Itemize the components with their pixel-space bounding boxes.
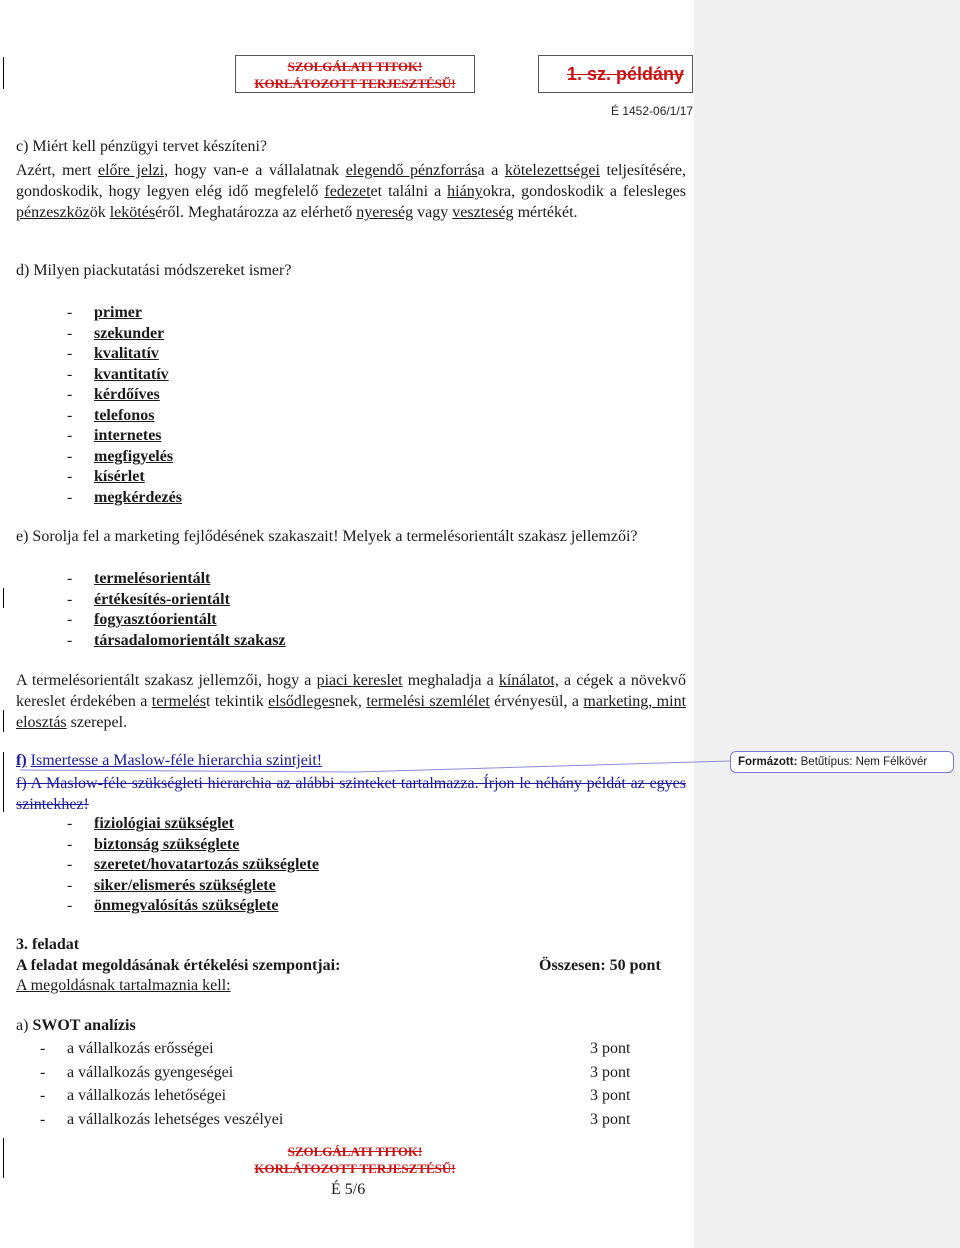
- answer-e-segment: t tekintik: [206, 693, 269, 710]
- deleted-text: f) A Maslow-féle szükségleti hierarchia az alábbi szinteket tartalmazza. Írjon le néhány példát az egyes szintekhez!: [16, 775, 686, 813]
- method-item-label: primer: [94, 304, 142, 321]
- list-dash: -: [40, 1110, 46, 1128]
- answer-c-segment: veszteség: [452, 204, 514, 221]
- list-dash: -: [67, 570, 73, 587]
- answer-e-segment: a cégek a növekvő kereslet érdekében a: [16, 672, 687, 710]
- change-bar: [3, 752, 4, 812]
- answer-c-segment: hiány: [447, 183, 483, 200]
- stage-item-label: értékesítés-orientált: [94, 590, 230, 608]
- list-dash: -: [67, 631, 73, 649]
- maslow-level-item-label: fiziológiai szükséglet: [94, 815, 234, 832]
- list-dash: -: [67, 835, 73, 853]
- stage-item-label: társadalomorientált szakasz: [94, 631, 286, 649]
- method-item: [67, 488, 182, 508]
- secret-line-2: KORLÁTOZOTT TERJESZTÉSŰ!: [254, 76, 456, 91]
- list-dash: -: [67, 876, 73, 894]
- list-dash: -: [67, 324, 73, 342]
- list-dash: -: [67, 427, 73, 444]
- maslow-level-item: [67, 814, 234, 834]
- answer-e-segment: nek,: [334, 693, 367, 710]
- swot-row-points: 3 pont: [590, 1040, 631, 1057]
- question-f-inserted: [16, 752, 322, 770]
- answer-e-segment: termelési szemlélet: [366, 693, 490, 710]
- swot-row-points: 3 pont: [590, 1087, 631, 1104]
- maslow-level-item: [67, 855, 319, 875]
- answer-e-segment: termelés: [151, 693, 206, 710]
- method-item: [67, 344, 159, 364]
- swot-row: [40, 1110, 283, 1130]
- maslow-level-item-label: siker/elismerés szükséglete: [94, 876, 276, 894]
- method-item: [67, 406, 154, 426]
- list-dash: -: [67, 590, 73, 608]
- change-bar: [3, 588, 4, 608]
- maslow-level-item-label: önmegvalósítás szükséglete: [94, 897, 279, 914]
- document-id: É 1452-06/1/17: [611, 104, 694, 118]
- list-dash: -: [67, 488, 73, 506]
- list-dash: -: [40, 1040, 46, 1057]
- footer-secret-line-2: KORLÁTOZOTT TERJESZTÉSŰ!: [254, 1161, 456, 1176]
- swot-row-label: a vállalkozás lehetőségei: [67, 1087, 227, 1104]
- answer-c-segment: teljesítésére, gondoskodik, hogy legyen elég idő megfelelő: [16, 162, 686, 200]
- maslow-level-item-label: biztonság szükséglete: [94, 835, 240, 853]
- task-criteria: A feladat megoldásának értékelési szempontjai:: [16, 957, 341, 974]
- change-bar: [3, 57, 4, 89]
- comment-text: Betűtípus: Nem Félkövér: [800, 756, 928, 768]
- method-item-label: telefonos: [94, 406, 155, 424]
- answer-c-segment: Azért, mert: [16, 162, 98, 179]
- stage-item: [67, 590, 230, 610]
- answer-e-segment: szerepel.: [66, 714, 128, 731]
- stage-item: [67, 569, 210, 589]
- swot-title: SWOT analízis: [32, 1017, 136, 1034]
- method-item-label: kvalitatív: [94, 345, 159, 362]
- swot-row: [40, 1039, 214, 1059]
- answer-c-segment: lekötés: [109, 204, 156, 221]
- footer-stamp: [235, 1143, 475, 1177]
- stage-item: [67, 631, 286, 651]
- method-item-label: megfigyelés: [94, 447, 174, 465]
- list-dash: -: [67, 815, 73, 832]
- answer-e-segment: érvényesül, a: [489, 693, 584, 710]
- task-total: Összesen: 50 pont: [539, 957, 661, 974]
- method-item-label: megkérdezés: [94, 488, 182, 506]
- answer-c-segment: mértékét.: [513, 204, 578, 221]
- method-item-label: kísérlet: [94, 468, 145, 485]
- method-item: [67, 324, 164, 344]
- answer-e-segment: piaci kereslet: [316, 672, 403, 689]
- question-d: d) Milyen piackutatási módszereket ismer?: [16, 262, 292, 279]
- list-dash: -: [67, 406, 73, 424]
- method-item: [67, 426, 162, 446]
- footer-secret-line-1: SZOLGÁLATI TITOK!: [287, 1144, 423, 1159]
- answer-c-segment: ök: [89, 204, 110, 221]
- copy-number-box: [538, 55, 693, 93]
- swot-row-label: a vállalkozás lehetséges veszélyei: [67, 1110, 284, 1128]
- change-bar: [3, 1138, 4, 1178]
- maslow-level-item: [67, 876, 276, 896]
- list-dash: -: [67, 468, 73, 485]
- answer-c-segment: a a: [477, 162, 505, 179]
- swot-row: [40, 1086, 226, 1106]
- question-f-deleted: [16, 773, 686, 815]
- task-title: 3. feladat: [16, 936, 80, 953]
- swot-row-points: 3 pont: [590, 1110, 631, 1128]
- answer-c-segment: előre jelzi: [97, 162, 165, 179]
- swot-row: [40, 1063, 233, 1083]
- stage-item-label: termelésorientált: [94, 570, 211, 587]
- answer-c-segment: elegendő pénzforrás: [345, 162, 478, 179]
- answer-c-segment: fedezet: [324, 183, 371, 200]
- answer-e-segment: marketing, mint elosztás: [16, 693, 687, 731]
- answer-c: [16, 160, 686, 223]
- list-dash: -: [67, 365, 73, 383]
- list-dash: -: [67, 856, 73, 873]
- question-c: c) Miért kell pénzügyi tervet készíteni?: [16, 138, 268, 155]
- confidential-stamp: [235, 55, 475, 93]
- swot-row-label: a vállalkozás gyengeségei: [67, 1063, 234, 1081]
- method-item-label: kérdőíves: [94, 386, 160, 403]
- comment-margin: [694, 0, 960, 1248]
- method-item-label: szekunder: [94, 324, 165, 342]
- answer-c-segment: éről. Meghatározza az elérhető: [155, 204, 357, 221]
- method-item: [67, 447, 173, 467]
- swot-prefix: a): [16, 1017, 33, 1034]
- task-must-contain: A megoldásnak tartalmaznia kell:: [16, 977, 231, 994]
- answer-e-segment: kínálatot,: [498, 672, 559, 689]
- swot-heading: [16, 1017, 136, 1035]
- answer-e: [16, 670, 686, 733]
- question-f-prefix: f): [16, 752, 27, 769]
- list-dash: -: [67, 897, 73, 914]
- answer-e-segment: A termelésorientált szakasz jellemzői, hogy a: [16, 672, 317, 689]
- method-item: [67, 385, 160, 405]
- stage-item: [67, 610, 217, 630]
- question-f-text: Ismertesse a Maslow-féle hierarchia szintjeit!: [30, 752, 323, 769]
- list-dash: -: [40, 1063, 46, 1081]
- secret-line-1: SZOLGÁLATI TITOK!: [287, 59, 423, 74]
- list-dash: -: [67, 304, 73, 321]
- page-number: É 5/6: [331, 1181, 366, 1198]
- answer-c-segment: pénzeszköz: [16, 204, 90, 221]
- answer-c-segment: nyereség: [356, 204, 414, 221]
- format-comment-balloon[interactable]: [730, 751, 954, 773]
- list-dash: -: [67, 386, 73, 403]
- answer-c-segment: vagy: [413, 204, 453, 221]
- list-dash: -: [67, 611, 73, 628]
- answer-e-segment: elsődleges: [268, 693, 335, 710]
- method-item: [67, 303, 142, 323]
- maslow-level-item: [67, 835, 239, 855]
- method-item-label: kvantitatív: [94, 365, 169, 383]
- maslow-level-item-label: szeretet/hovatartozás szükséglete: [94, 856, 319, 873]
- copy-number: 1. sz. példány: [567, 64, 685, 84]
- answer-c-segment: et találni a: [370, 183, 448, 200]
- method-item: [67, 467, 145, 487]
- question-e: e) Sorolja fel a marketing fejlődésének szakaszait! Melyek a termelésorientált szakasz jellemzői?: [16, 528, 638, 545]
- stage-item-label: fogyasztóorientált: [94, 611, 217, 628]
- list-dash: -: [67, 447, 73, 465]
- list-dash: -: [40, 1087, 46, 1104]
- maslow-level-item: [67, 896, 278, 916]
- answer-c-segment: okra, gondoskodik a felesleges: [482, 183, 686, 200]
- method-item: [67, 365, 169, 385]
- answer-e-segment: meghaladja a: [402, 672, 499, 689]
- swot-row-points: 3 pont: [590, 1063, 631, 1081]
- answer-c-segment: , hogy van-e a vállalatnak: [164, 162, 346, 179]
- list-dash: -: [67, 345, 73, 362]
- change-bar: [3, 710, 4, 732]
- method-item-label: internetes: [94, 427, 162, 444]
- swot-row-label: a vállalkozás erősségei: [67, 1040, 214, 1057]
- comment-label: Formázott:: [738, 756, 798, 768]
- answer-c-segment: kötelezettségei: [504, 162, 600, 179]
